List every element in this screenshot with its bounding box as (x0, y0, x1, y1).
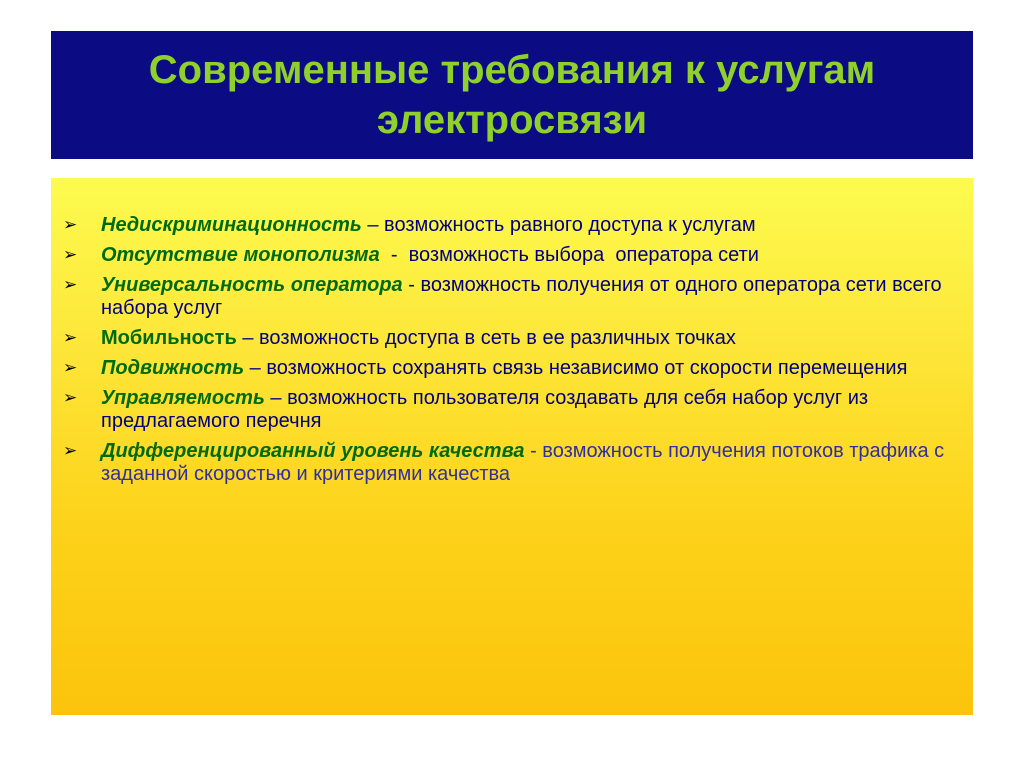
item-description: – возможность равного доступа к услугам (361, 214, 756, 236)
slide-title (149, 45, 875, 145)
list-item (63, 214, 963, 237)
arrow-bullet-icon: ➢ (63, 388, 78, 408)
list-item (63, 440, 963, 486)
title-bar (51, 31, 973, 159)
arrow-bullet-icon: ➢ (63, 441, 78, 461)
arrow-bullet-icon: ➢ (63, 215, 78, 235)
item-term: Мобильность (101, 327, 237, 349)
item-description: - возможность получения от одного оператора сети всего набора услуг (101, 274, 942, 319)
item-term: Дифференцированный уровень качества (101, 440, 525, 462)
list-item (63, 357, 963, 380)
item-term: Управляемость (101, 387, 265, 409)
arrow-bullet-icon: ➢ (63, 245, 78, 265)
list-item (63, 327, 963, 350)
list-item (63, 387, 963, 433)
title-line-2: электросвязи (376, 98, 648, 142)
content-box (51, 178, 973, 715)
item-description: – возможность пользователя создавать для себя набор услуг из предлагаемого перечня (101, 387, 869, 432)
requirements-list (63, 214, 963, 493)
item-term: Подвижность (101, 357, 245, 379)
item-description: - возможность получения потоков трафика с заданной скоростью и критериями качества (101, 440, 945, 485)
item-term: Универсальность оператора (101, 274, 403, 296)
list-item (63, 244, 963, 267)
arrow-bullet-icon: ➢ (63, 328, 78, 348)
item-description: - возможность выбора оператора сети (379, 244, 759, 266)
item-term: Отсутствие монополизма (101, 244, 380, 266)
list-item (63, 274, 963, 320)
arrow-bullet-icon: ➢ (63, 275, 78, 295)
item-description: – возможность сохранять связь независимо от скорости перемещения (244, 357, 908, 379)
item-description: – возможность доступа в сеть в ее различных точках (236, 327, 736, 349)
item-term: Недискриминационность (101, 214, 362, 236)
arrow-bullet-icon: ➢ (63, 358, 78, 378)
title-line-1: Современные требования к услугам (148, 48, 876, 92)
